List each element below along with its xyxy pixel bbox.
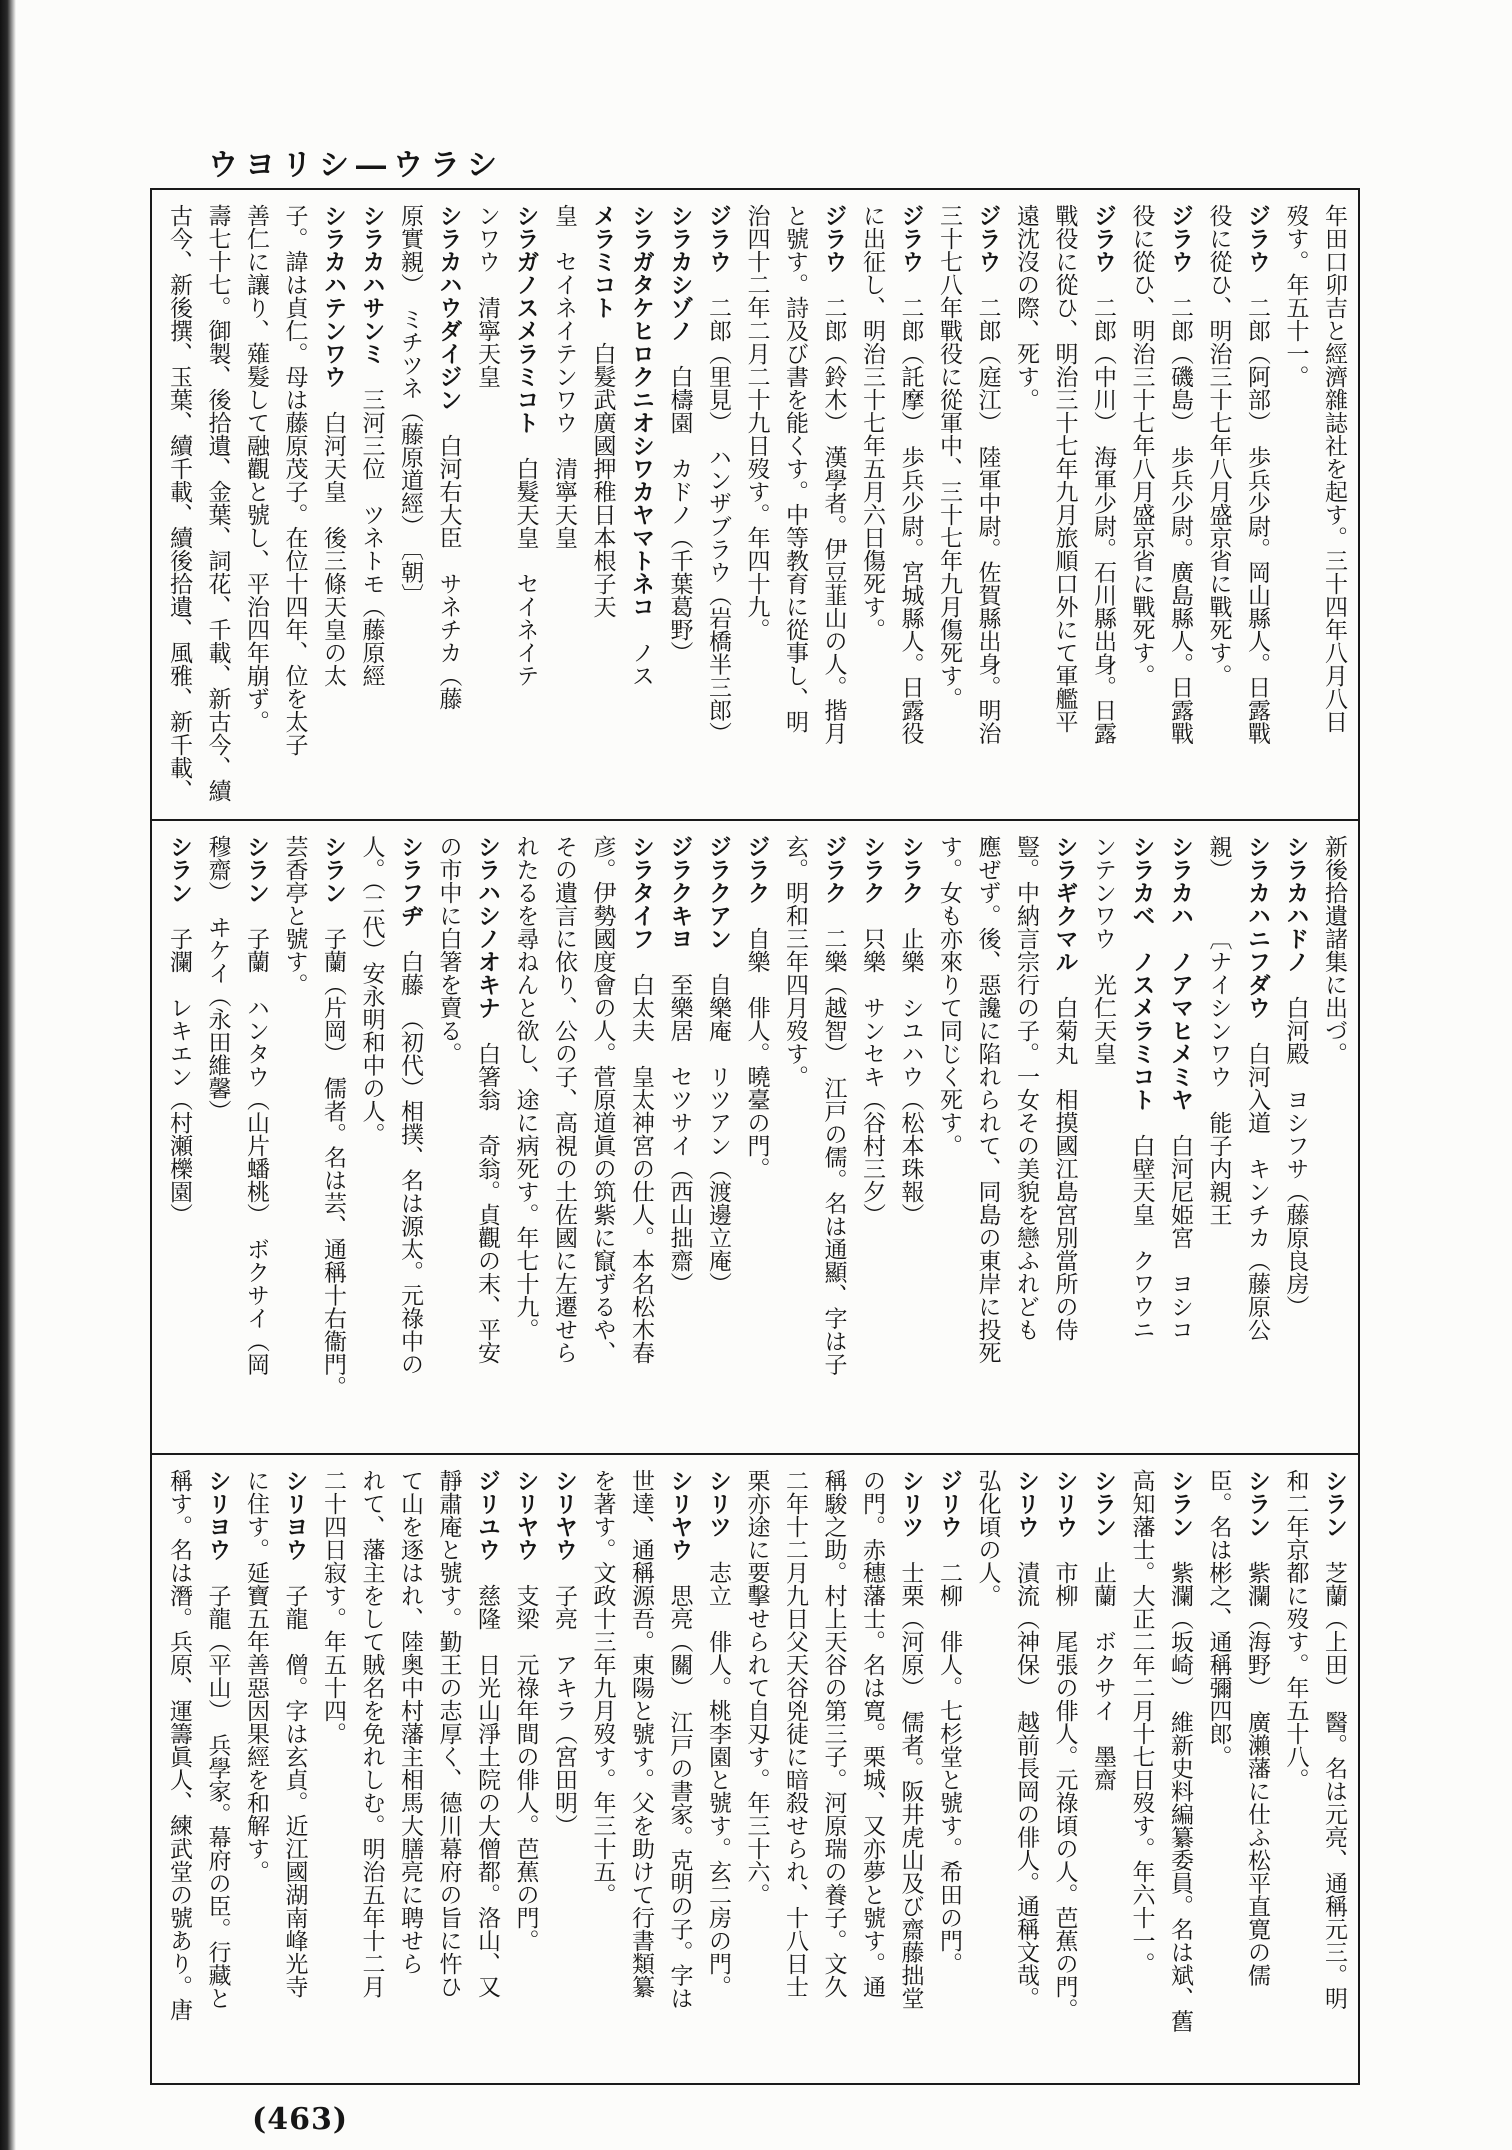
text-column [622, 204, 661, 809]
entry-text: 止樂 シユハウ（松本珠報） [897, 904, 924, 1226]
headword: シラン [1321, 1469, 1348, 1538]
entry-text: 二郎（託摩） 歩兵少尉。宮城縣人。日露役 [897, 273, 924, 745]
headword: シラカハウダイジン [435, 204, 463, 411]
entry-text: 二郎（中川） 海軍少尉。石川縣出身。日露 [1090, 273, 1116, 745]
running-header: ウヨリシ―ウラシ [208, 148, 504, 183]
text-column [853, 835, 892, 1443]
scan-binding-shadow [0, 0, 16, 2150]
text-column [1315, 1469, 1354, 2073]
tier-top [152, 190, 1358, 819]
headword: シリツ [897, 1469, 925, 1538]
entry-text: 三河三位 ツネトモ（藤原經 [358, 365, 385, 687]
headword: シリヨウ [204, 1469, 232, 1561]
text-column [1045, 835, 1084, 1443]
text-column: 役に從ひ、明治三十七年八月盛京省に戰死す。 [1128, 204, 1155, 687]
headword: シラガノスメラミコト [512, 204, 540, 434]
headword: ジラウ [897, 204, 925, 273]
entry-text: 支梁 元祿年間の俳人。芭蕉の門。 [512, 1561, 539, 1952]
text-column [814, 835, 853, 1443]
text-column [506, 1469, 545, 2073]
entry-text: 志立 俳人。桃李園と號す。玄二房の門。 [705, 1538, 731, 1998]
entry-text: 子蘭（片岡） 儒者。名は芸、通稱十右衞門。 [320, 904, 346, 1399]
entry-text: 思亮（關） 江戸の書家。克明の子。字は [666, 1561, 693, 2010]
text-column: 二年十二月九日父天谷兇徒に暗殺せられ、十八日士 [782, 1469, 808, 1998]
text-column [1238, 1469, 1277, 2073]
text-column: 善仁に讓り、薙髮して融觀と號し、平治四年崩ず。 [243, 204, 269, 733]
text-column [1276, 835, 1315, 1443]
headword: ジラウ [1244, 204, 1271, 273]
headword: ジラクキヨ [666, 835, 694, 950]
headword: シラギクマル [1051, 835, 1079, 973]
text-column: 皇 セイネイテンワウ 清寧天皇 [551, 204, 577, 549]
text-column: 原實親） ミチツネ（藤原道經） 〔朝〕 [397, 204, 423, 607]
text-column [391, 835, 430, 1443]
text-column [160, 835, 199, 1443]
text-column [352, 204, 391, 809]
text-column: 稱す。名は潛。兵原、運籌眞人、練武堂の號あり。唐 [166, 1469, 192, 2021]
text-column: 世達、通稱源吾。東陽と號す。父を助けて行書類纂 [628, 1469, 654, 1998]
entry-text: 白箸翁 奇翁。貞觀の末、平安 [474, 1019, 500, 1364]
text-column: 戰役に從ひ、明治三十七年九月旅順口外にて軍艦平 [1051, 204, 1078, 733]
text-column [1084, 1469, 1123, 2073]
entry-text: 二郎（里見） ハンザブラウ（岩橋半三郎） [705, 273, 731, 745]
text-column: 壽七十七。御製、後拾遺、金葉、詞花、千載、新古今、續 [204, 204, 231, 802]
text-column: て山を逐はれ、陸奥中村藩主相馬大膳亮に聘せら [397, 1469, 423, 1975]
entry-text: 市柳 尾張の俳人。元祿頃の人。芭蕉の門。 [1051, 1538, 1078, 2021]
text-column: れたるを尋ねんと欲し、途に病死す。年七十九。 [512, 835, 539, 1341]
text-column [1238, 835, 1277, 1443]
headword: シラカシゾノ [666, 204, 694, 342]
text-column: 臣。名は彬之、通稱彌四郎。 [1205, 1469, 1232, 1768]
entry-text: 白河天皇 後三條天皇の太 [320, 388, 346, 687]
entry-text: 子蘭 ハンタウ（山片蟠桃） ボクサイ（岡 [243, 904, 269, 1376]
headword: シラン [166, 835, 193, 904]
text-column [198, 1469, 237, 2073]
headword: シラン [1167, 1469, 1194, 1538]
text-column [1161, 204, 1200, 809]
text-column [891, 835, 930, 1443]
entry-text: 白河殿 ヨシフサ（藤原良房） [1282, 973, 1309, 1318]
entry-text: 二郎（阿部） 歩兵少尉。岡山縣人。日露戰 [1244, 273, 1270, 745]
headword: シラカベ ノスメラミコト [1128, 835, 1156, 1111]
headword: シリウ [1013, 1469, 1040, 1538]
text-column: 人。（二代）安永明和中の人。 [358, 835, 385, 1146]
headword: ジラク [743, 835, 771, 904]
headword: ジラクアン [705, 835, 732, 950]
entry-text: 二柳 俳人。七杉堂と號す。希田の門。 [936, 1538, 962, 1975]
entry-text: 子龍（平山） 兵學家。幕府の臣。行藏と [204, 1561, 231, 2010]
headword: シリヤウ [666, 1469, 694, 1561]
text-column: 古今、新後撰、玉葉、續千載、續後拾遺、風雅、新千載、 [166, 204, 192, 802]
text-column: 弘化頃の人。 [974, 1469, 1001, 1607]
text-column: 親） 〔ナイシンワウ 能子内親王 [1205, 835, 1232, 1226]
text-column: 穆齋） ヰケイ（永田維馨） [204, 835, 231, 1123]
text-column [545, 1469, 584, 2073]
entry-text: 白壁天皇 クワウニ [1128, 1111, 1155, 1341]
headword: シリヤウ [551, 1469, 578, 1561]
headword: ジラウ [1167, 204, 1194, 273]
text-column [699, 204, 738, 809]
text-column [314, 204, 353, 809]
text-column [1161, 835, 1200, 1443]
headword: シリツ [705, 1469, 732, 1538]
text-column: 彦。伊勢國度會の人。菅原道眞の筑紫に竄ずるや、 [589, 835, 616, 1364]
entry-text: 白藤 （初代）相撲、名は源太。元祿中の [397, 927, 423, 1376]
entry-frame [150, 188, 1360, 2085]
entry-text: 止蘭 ボクサイ 墨齋 [1090, 1538, 1116, 1791]
text-column [930, 1469, 969, 2073]
headword: シラカハサンミ [358, 204, 386, 365]
entry-text: 白檮園 カドノ（千葉葛野） [666, 342, 693, 664]
entry-text: 二郎（庭江） 陸軍中尉。佐賀縣出身。明治 [974, 273, 1001, 745]
headword: ジラウ [820, 204, 848, 273]
text-column: と號す。詩及び書を能くす。中等教育に從事し、明 [782, 204, 808, 733]
headword: シラク [859, 835, 886, 904]
text-column: 年田口卯吉と經濟雜誌社を起す。三十四年八月八日 [1321, 204, 1347, 733]
text-column: 高知藩士。大正二年二月十七日歿す。年六十一。 [1128, 1469, 1155, 1975]
entry-text: 至樂居 セツサイ（西山拙齋） [666, 950, 693, 1295]
entry-text: 子瀾 レキエン（村瀬櫟園） [166, 904, 192, 1226]
text-column: 遠沈沒の際、死す。 [1013, 204, 1039, 411]
text-column [1161, 1469, 1200, 2073]
headword: シラフヂ [397, 835, 424, 927]
entry-text: 二樂（越智） 江戸の儒。名は通顯、字は子 [820, 904, 847, 1376]
entry-text: 慈隆 日光山淨土院の大僧都。洛山、又 [474, 1561, 500, 1998]
text-column: 役に從ひ、明治三十七年八月盛京省に戰死す。 [1205, 204, 1232, 687]
text-column [1045, 1469, 1084, 2073]
headword: シラク [897, 835, 925, 904]
text-column: 靜肅庵と號す。勤王の志厚く、德川幕府の旨に忤ひ [435, 1469, 462, 1998]
entry-text: 白太夫 皇太神宮の仕人。本名松木春 [628, 950, 654, 1364]
headword: シリヤウ [512, 1469, 540, 1561]
text-column [275, 1469, 314, 2073]
text-column: 應ぜず。後、惡讒に陷れられて、同島の東岸に投死 [974, 835, 1001, 1364]
text-column [814, 204, 853, 809]
text-column [660, 1469, 699, 2073]
headword: シラカハドノ [1282, 835, 1310, 973]
entry-text: 白髮天皇 セイネイテ [512, 434, 539, 687]
headword: シラカハテンワウ [320, 204, 347, 388]
entry-text: 漬流（神保） 越前長岡の俳人。通稱文哉。 [1013, 1538, 1039, 2010]
text-column: 栗亦途に要擊せられて自刄す。年三十六。 [743, 1469, 770, 1906]
text-column: ンワウ 清寧天皇 [474, 204, 500, 388]
text-column: 玄。明和三年四月歿す。 [782, 835, 808, 1088]
entry-text: 白菊丸 相摸國江島宮別當所の侍 [1051, 973, 1078, 1341]
headword: シラン [243, 835, 270, 904]
text-column: 芸香亭と號す。 [281, 835, 308, 996]
headword: シラガタケヒロクニオシワカヤマトネコ [628, 204, 655, 618]
text-column [506, 204, 545, 809]
headword: ジラウ [1090, 204, 1117, 273]
headword: ジラウ [705, 204, 732, 273]
text-column [968, 204, 1007, 809]
entry-text: 自樂 俳人。曉臺の門。 [743, 904, 770, 1180]
text-column [891, 204, 930, 809]
text-column [1084, 204, 1123, 809]
headword: シラタイフ [628, 835, 655, 950]
entry-text: 白髮武廣國押稚日本根子天 [589, 319, 616, 618]
headword: ジラク [820, 835, 848, 904]
headword: シラカハニフダウ [1244, 835, 1271, 1019]
text-column [314, 835, 353, 1443]
tier-middle [152, 821, 1358, 1453]
headword: シリヨウ [281, 1469, 309, 1561]
entry-text: 白河右大臣 サネチカ（藤 [435, 411, 462, 710]
text-column [468, 1469, 507, 2073]
text-column [660, 835, 699, 1443]
text-column [237, 835, 276, 1443]
text-column: 稱駿之助。村上天谷の第三子。河原瑞の養子。文久 [820, 1469, 847, 1998]
text-column: れて、藩主をして賊名を免れしむ。明治五年十二月 [358, 1469, 385, 1998]
text-column: に出征し、明治三十七年五月六日傷死す。 [859, 204, 885, 641]
text-column: 新後拾遺諸集に出づ。 [1321, 835, 1347, 1065]
headword: メラミコト [589, 204, 617, 319]
text-column [429, 204, 468, 809]
entry-text: 二郎（鈴木） 漢學者。伊豆韮山の人。揩月 [820, 273, 847, 745]
text-column: 歿す。年五十一。 [1282, 204, 1309, 388]
text-column [699, 1469, 738, 2073]
text-column [1007, 1469, 1046, 2073]
text-column: の市中に白箸を賣る。 [435, 835, 462, 1065]
headword: シラン [1090, 1469, 1117, 1538]
text-column: の門。赤穗藩士。名は寛。栗城、又亦夢と號す。通 [859, 1469, 885, 1998]
entry-text: 紫瀾（坂崎） 維新史料編纂委員。名は斌、舊 [1167, 1538, 1193, 2033]
entry-text: 白河尼姫宮 ヨシコ [1167, 1111, 1193, 1341]
text-column [583, 204, 622, 809]
text-column [699, 835, 738, 1443]
text-column [737, 835, 776, 1443]
text-column: に住す。延寶五年善惡因果經を和解す。 [243, 1469, 269, 1883]
headword: ジリユウ [474, 1469, 501, 1561]
text-column: 豎。中納言宗行の子。一女その美貌を戀ふれども [1013, 835, 1039, 1341]
text-column [891, 1469, 930, 2073]
headword: シリウ [1051, 1469, 1079, 1538]
entry-text: 自樂庵 リツアン（渡邊立庵） [705, 950, 731, 1295]
text-column: 治四十二年二月二十九日歿す。年四十九。 [743, 204, 770, 641]
text-column: を著す。文政十三年九月歿す。年三十五。 [589, 1469, 616, 1906]
text-column [468, 835, 507, 1443]
text-column: 子。諱は貞仁。母は藤原茂子。在位十四年、位を太子 [281, 204, 308, 756]
entry-text: 二郎（磯島） 歩兵少尉。廣島縣人。日露戰 [1167, 273, 1193, 745]
page-number: (463) [252, 2102, 349, 2137]
headword: シラン [1244, 1469, 1271, 1538]
text-column: す。女も亦來りて同じく死す。 [936, 835, 962, 1157]
headword: シラン [320, 835, 347, 904]
text-column: 和二年京都に歿す。年五十八。 [1282, 1469, 1309, 1791]
headword: ジリウ [936, 1469, 963, 1538]
text-column [622, 835, 661, 1443]
text-column [1238, 204, 1277, 809]
entry-text: 子亮 アキラ（宮田明） [551, 1561, 577, 1837]
entry-text: 紫瀾（海野） 廣瀨藩に仕ふ松平直寛の儒 [1244, 1538, 1270, 1987]
entry-text: 子龍 僧。字は玄貞。近江國湖南峰光寺 [281, 1561, 308, 1998]
text-column: その遺言に依り、公の子、高視の土佐國に左遷せら [551, 835, 577, 1364]
entry-text: 士栗（河原） 儒者。阪井虎山及び齋藤拙堂 [897, 1538, 924, 2010]
entry-text: ノス [628, 618, 654, 687]
entry-text: 芝蘭（上田） 醫。名は元亮、通稱元三。明 [1321, 1538, 1347, 2010]
text-column [660, 204, 699, 809]
text-column: 二十四日寂す。年五十四。 [320, 1469, 346, 1745]
text-column: 三十七八年戰役に從軍中、三十七年九月傷死す。 [936, 204, 962, 710]
text-column: ンテンワウ 光仁天皇 [1090, 835, 1116, 1065]
headword: シラカハ ノアマヒメミヤ [1167, 835, 1194, 1111]
headword: ジラウ [974, 204, 1002, 273]
entry-text: 只樂 サンセキ（谷村三夕） [859, 904, 885, 1226]
tier-bottom [152, 1455, 1358, 2083]
text-column [1122, 835, 1161, 1443]
headword: シラハシノオキナ [474, 835, 501, 1019]
entry-text: 白河入道 キンチカ（藤原公 [1244, 1019, 1270, 1341]
